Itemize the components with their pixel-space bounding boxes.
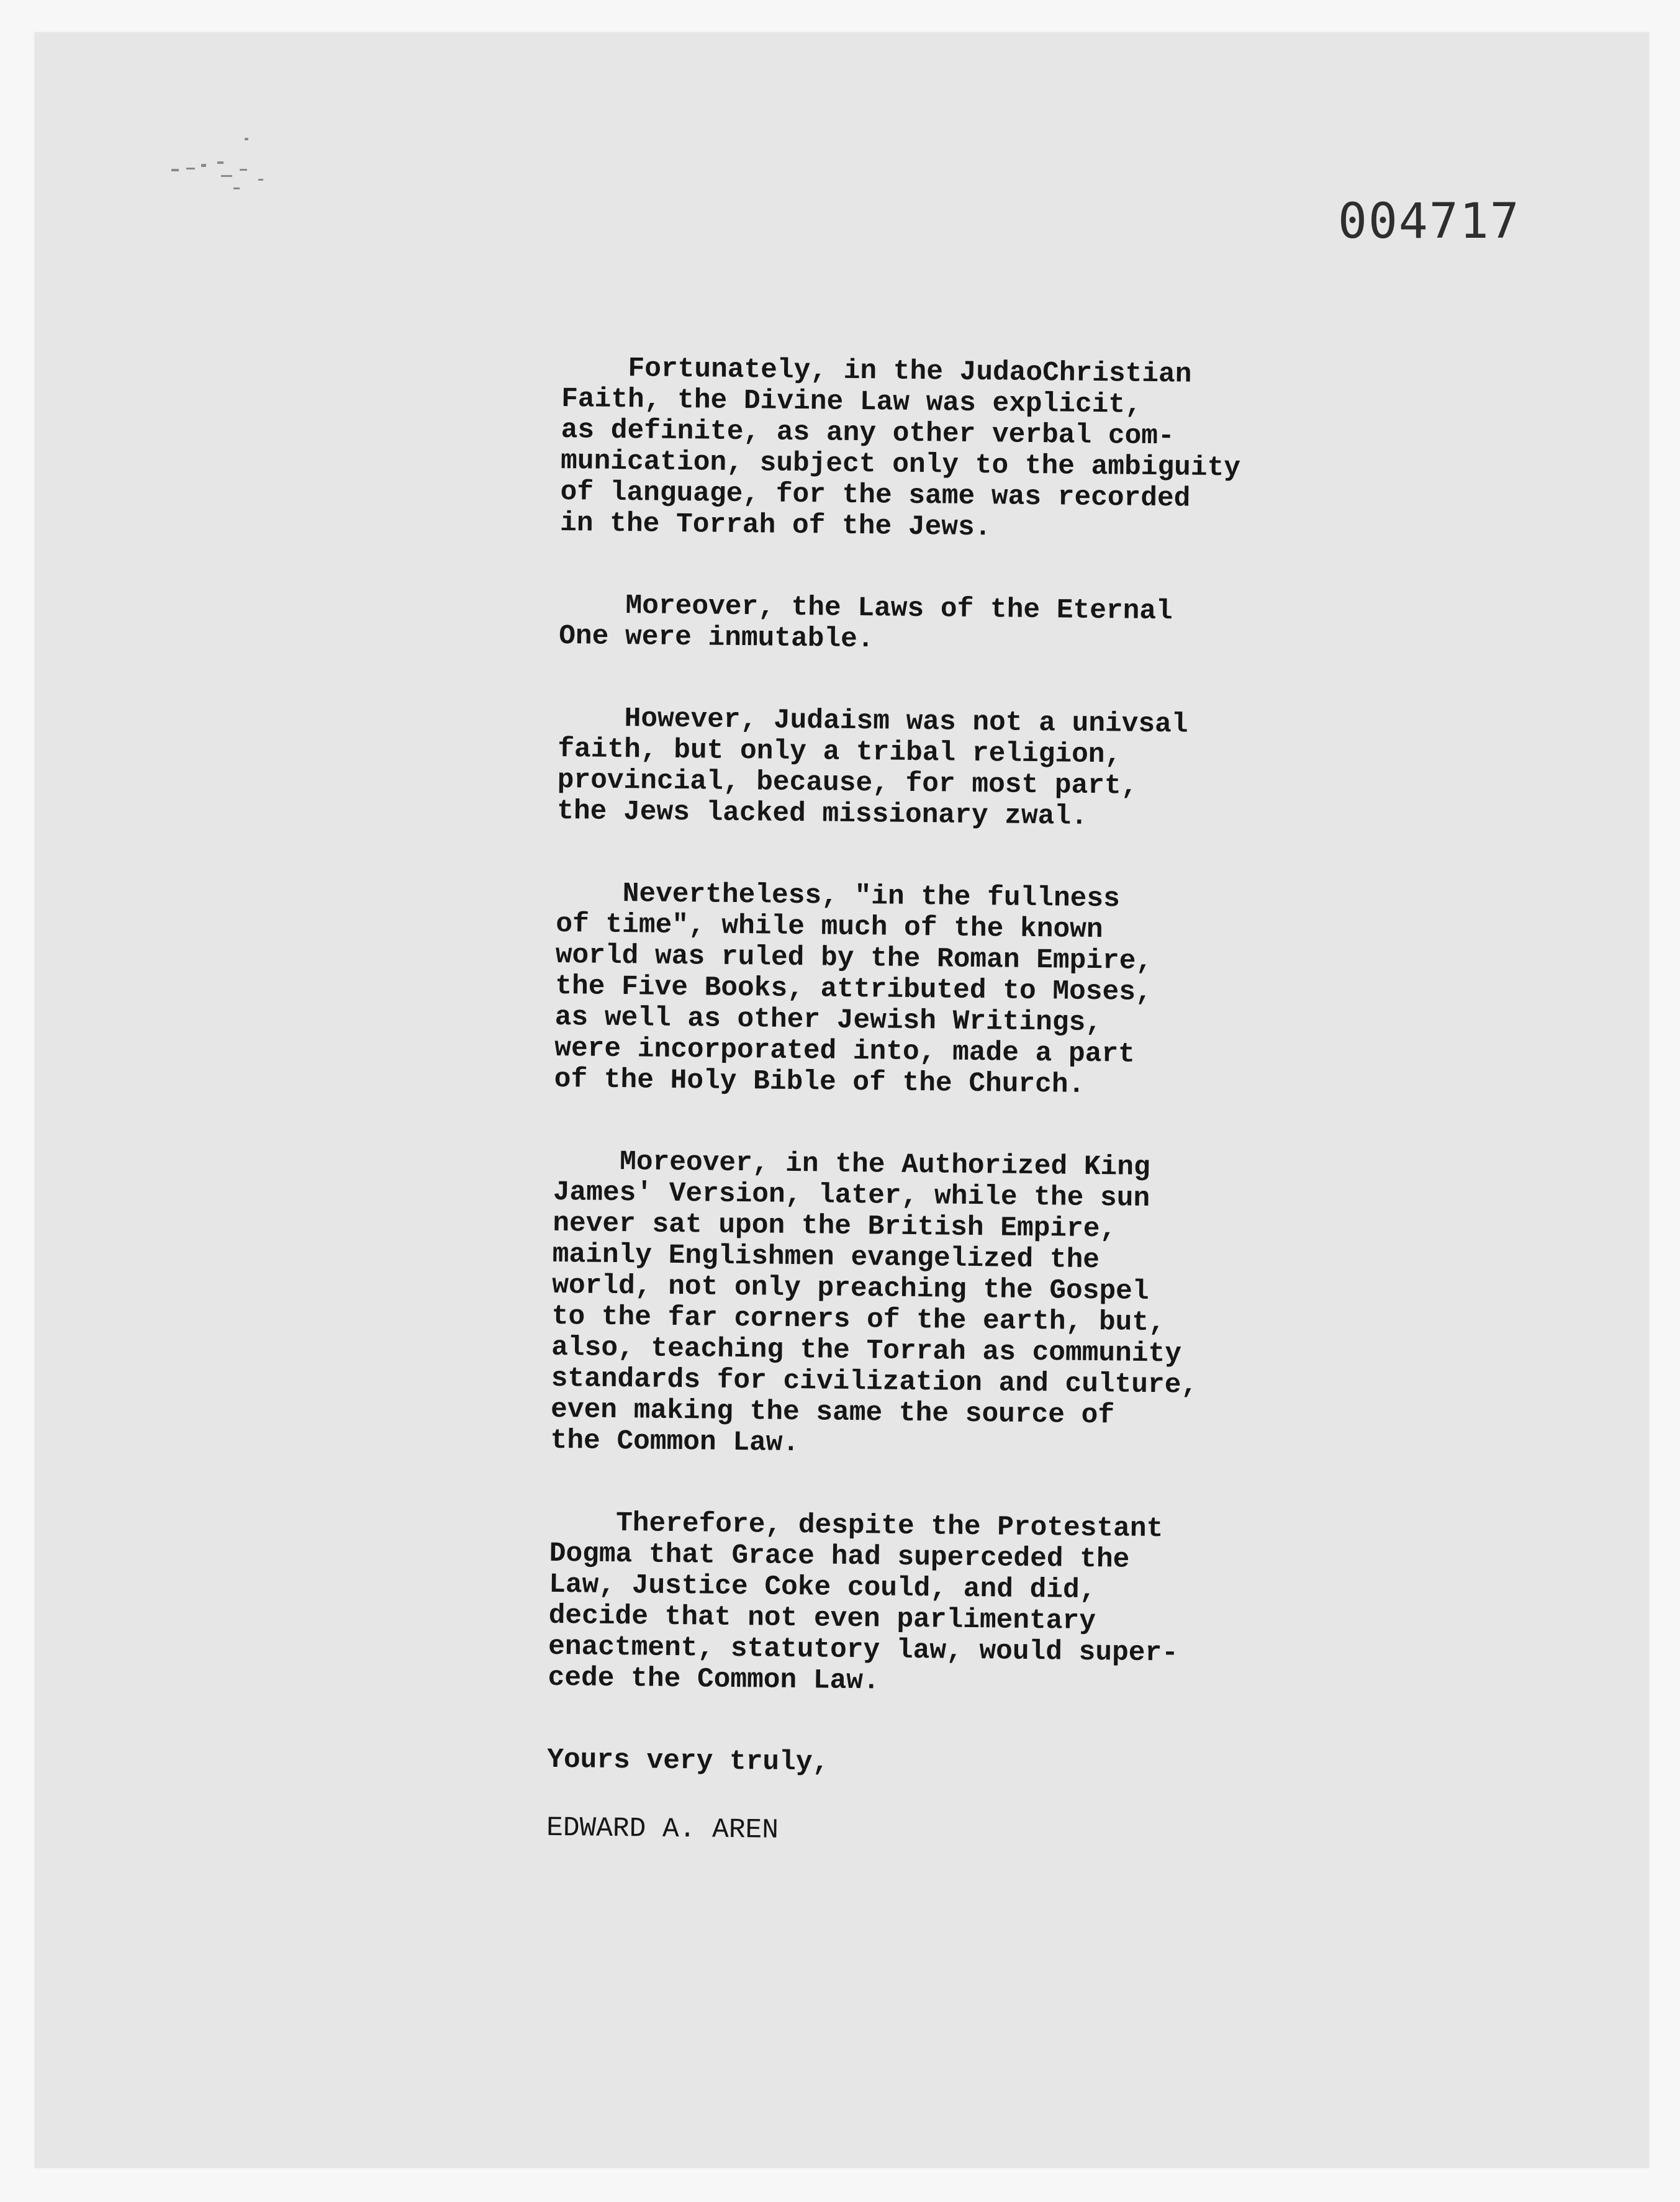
scan-specks xyxy=(165,132,302,206)
text-line: of the Holy Bible of the Church. xyxy=(554,1063,1085,1101)
text-line: Moreover, in the Authorized King xyxy=(553,1145,1150,1183)
signature-name: EDWARD A. AREN xyxy=(546,1812,779,1846)
text-line: mainly Englishmen evangelized the xyxy=(552,1239,1100,1276)
text-line: Moreover, the Laws of the Eternal xyxy=(559,589,1173,628)
letter-closing: Yours very truly, xyxy=(546,1744,829,1779)
text-line: world, not only preaching the Gospel xyxy=(551,1270,1149,1307)
text-line: cede the Common Law. xyxy=(548,1662,880,1697)
text-line: standards for civilization and culture, xyxy=(551,1363,1198,1401)
text-line: However, Judaism was not a univsal xyxy=(558,702,1188,741)
text-line: James' Version, later, while the sun xyxy=(553,1176,1150,1214)
text-line: the Five Books, attributed to Moses, xyxy=(555,970,1152,1009)
text-line: to the far corners of the earth, but, xyxy=(551,1301,1166,1339)
document-number: 004717 xyxy=(1338,194,1520,250)
paragraph-king-james xyxy=(550,1146,1379,1465)
letter-body xyxy=(546,353,1388,1852)
text-line: were incorporated into, made a part xyxy=(554,1032,1136,1070)
text-line: Nevertheless, "in the fullness xyxy=(556,877,1121,915)
text-line: the Common Law. xyxy=(550,1425,800,1460)
text-line: never sat upon the British Empire, xyxy=(553,1207,1117,1245)
text-line: as well as other Jewish Writings, xyxy=(554,1001,1103,1039)
text-line: One were inmutable. xyxy=(558,620,874,656)
text-line: Fortunately, in the JudaoChristian xyxy=(561,353,1192,390)
text-line: the Jews lacked missionary zwal. xyxy=(556,795,1088,833)
text-line: munication, subject only to the ambiguity xyxy=(560,445,1241,484)
text-line: in the Torrah of the Jews. xyxy=(559,507,991,544)
text-line: world was ruled by the Roman Empire, xyxy=(555,939,1153,978)
paragraph-eternal-laws xyxy=(559,590,1385,661)
paragraph-fullness-of-time xyxy=(554,878,1382,1104)
text-line: Therefore, despite the Protestant xyxy=(549,1507,1163,1545)
text-line: of time", while much of the known xyxy=(556,908,1103,946)
text-line: decide that not even parlimentary xyxy=(548,1600,1096,1638)
text-line: Dogma that Grace had superceded the xyxy=(549,1538,1130,1576)
paragraph-common-law xyxy=(548,1507,1375,1702)
text-line: enactment, statutory law, would super- xyxy=(548,1631,1179,1669)
text-line: as definite, as any other verbal com- xyxy=(561,414,1175,453)
text-line: Law, Justice Coke could, and did, xyxy=(548,1569,1096,1607)
text-line: also, teaching the Torrah as community xyxy=(551,1332,1182,1370)
paragraph-judaochristian xyxy=(560,353,1388,548)
text-line: Faith, the Divine Law was explicit, xyxy=(561,383,1142,421)
text-line: faith, but only a tribal religion, xyxy=(558,733,1122,771)
paragraph-judaism xyxy=(557,703,1384,836)
text-line: provincial, because, for most part, xyxy=(557,764,1138,802)
text-line: even making the same the source of xyxy=(550,1394,1115,1432)
text-line: of language, for the same was recorded xyxy=(560,476,1191,515)
